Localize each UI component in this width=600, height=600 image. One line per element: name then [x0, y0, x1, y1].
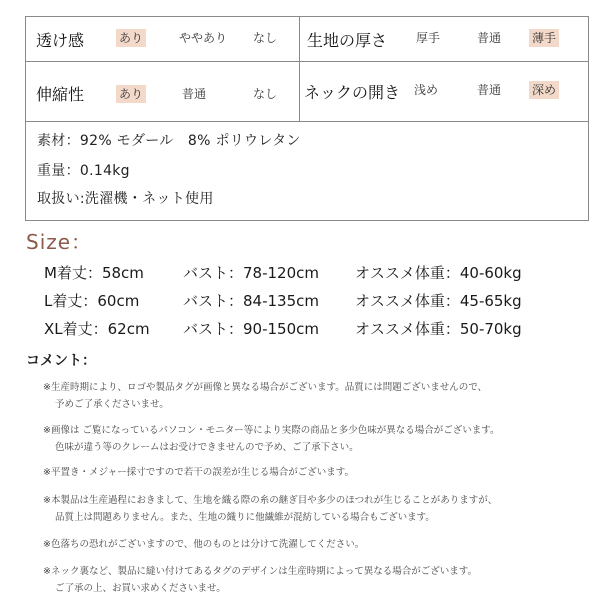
- sheer-option: あり: [116, 29, 146, 47]
- comment-note: [43, 464, 573, 481]
- note-line: ※生産時期により、ロゴや製品タグが画像と異なる場合がございます。品質には問題ございませんので、: [43, 382, 488, 393]
- note-line: ※ネック裏など、製品に縫い付けてあるタグのデザインは生産時期によって異なる場合がございます。: [43, 566, 478, 577]
- note-line: ※本製品は生産過程におきまして、生地を織る際の糸の継ぎ目や多少のほつれが生じることがありますが、: [43, 495, 498, 506]
- note-line: 予めご了承くださいませ。: [55, 399, 169, 410]
- sheer-label: 透け感: [36, 31, 85, 50]
- size-length: L着丈：60cm: [44, 292, 140, 310]
- note-line: ※画像は ご覧になっているパソコン・モニター等により実際の商品と多少色味が異なる場合がございます。: [43, 425, 500, 436]
- size-bust: バスト：84-135cm: [183, 292, 319, 310]
- table-divider: [26, 121, 588, 122]
- weight-text: 重量：0.14kg: [37, 163, 130, 179]
- size-recommended-weight: オススメ体重：45-65kg: [355, 292, 522, 310]
- comment-note: [43, 536, 573, 553]
- size-bust: バスト：78-120cm: [183, 264, 319, 282]
- thickness-label: 生地の厚さ: [307, 31, 388, 50]
- stretch-label: 伸縮性: [36, 85, 85, 104]
- spec-table: [25, 16, 589, 221]
- comment-note: [43, 379, 573, 413]
- thickness-option: 薄手: [529, 29, 559, 47]
- material-text: 素材：92% モダール 8% ポリウレタン: [37, 133, 301, 149]
- comment-note: [43, 422, 573, 456]
- size-bust: バスト：90-150cm: [183, 320, 319, 338]
- note-line: ご了承の上、お買い求めくださいませ。: [55, 583, 226, 594]
- sheer-option: ややあり: [179, 31, 228, 45]
- size-length: M着丈：58cm: [44, 264, 144, 282]
- neckline-label: ネックの開き: [304, 83, 401, 102]
- size-recommended-weight: オススメ体重：50-70kg: [355, 320, 522, 338]
- size-length: XL着丈：62cm: [44, 320, 150, 338]
- stretch-option: なし: [253, 87, 278, 101]
- care-text: 取扱い:洗濯機・ネット使用: [37, 191, 214, 207]
- thickness-option: 厚手: [416, 31, 441, 45]
- note-line: ※平置き・メジャー採寸ですので若干の誤差が生じる場合がございます。: [43, 467, 355, 478]
- comment-heading: コメント：: [26, 353, 96, 369]
- neckline-option: 深め: [529, 81, 559, 99]
- note-line: ※色落ちの恐れがございますので、他のものとは分けて洗濯してください。: [43, 539, 365, 550]
- comment-note: [43, 492, 573, 526]
- stretch-option: 普通: [182, 87, 207, 101]
- stretch-option: あり: [116, 85, 146, 103]
- size-recommended-weight: オススメ体重：40-60kg: [355, 264, 522, 282]
- comment-note: [43, 563, 573, 597]
- table-divider: [299, 17, 300, 122]
- neckline-option: 浅め: [414, 83, 439, 97]
- note-line: 品質上は問題ありません。また、生地の織りに他繊維が混紡している場合もございます。: [55, 512, 435, 523]
- sheer-option: なし: [253, 31, 278, 45]
- neckline-option: 普通: [477, 83, 502, 97]
- table-divider: [26, 61, 588, 62]
- note-line: 色味が違う等のクレームはお受けできませんので予め、ご了承下さい。: [55, 442, 359, 453]
- size-heading: Size：: [26, 230, 93, 254]
- thickness-option: 普通: [477, 31, 502, 45]
